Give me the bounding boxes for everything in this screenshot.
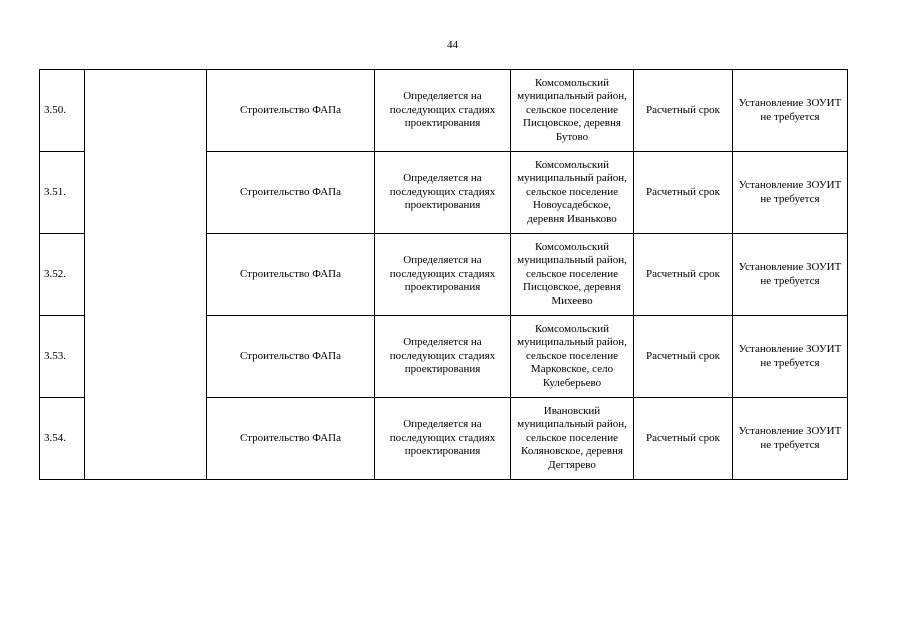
object-cell: Строительство ФАПа <box>207 316 375 398</box>
parameters-cell: Определяется на последующих стадиях проектирования <box>375 398 511 480</box>
term-cell: Расчетный срок <box>634 70 733 152</box>
merged-blank-cell <box>85 70 207 480</box>
parameters-cell: Определяется на последующих стадиях проектирования <box>375 316 511 398</box>
page-number: 44 <box>447 39 458 51</box>
row-number-cell: 3.52. <box>40 234 85 316</box>
location-cell: Комсомольский муниципальный район, сельское поселение Марковское, село Кулеберьево <box>511 316 634 398</box>
facilities-table <box>39 69 848 480</box>
object-cell: Строительство ФАПа <box>207 152 375 234</box>
object-cell: Строительство ФАПа <box>207 234 375 316</box>
parameters-cell: Определяется на последующих стадиях проектирования <box>375 152 511 234</box>
zone-cell: Установление ЗОУИТ не требуется <box>733 152 848 234</box>
term-cell: Расчетный срок <box>634 234 733 316</box>
zone-cell: Установление ЗОУИТ не требуется <box>733 70 848 152</box>
row-number-cell: 3.50. <box>40 70 85 152</box>
term-cell: Расчетный срок <box>634 316 733 398</box>
object-cell: Строительство ФАПа <box>207 398 375 480</box>
parameters-cell: Определяется на последующих стадиях проектирования <box>375 234 511 316</box>
row-number-cell: 3.54. <box>40 398 85 480</box>
row-number-cell: 3.53. <box>40 316 85 398</box>
object-cell: Строительство ФАПа <box>207 70 375 152</box>
table-row <box>40 70 848 152</box>
parameters-cell: Определяется на последующих стадиях проектирования <box>375 70 511 152</box>
term-cell: Расчетный срок <box>634 398 733 480</box>
location-cell: Комсомольский муниципальный район, сельское поселение Писцовское, деревня Михеево <box>511 234 634 316</box>
location-cell: Ивановский муниципальный район, сельское поселение Коляновское, деревня Дегтярево <box>511 398 634 480</box>
zone-cell: Установление ЗОУИТ не требуется <box>733 234 848 316</box>
location-cell: Комсомольский муниципальный район, сельское поселение Новоусадебское, деревня Иваньково <box>511 152 634 234</box>
zone-cell: Установление ЗОУИТ не требуется <box>733 316 848 398</box>
location-cell: Комсомольский муниципальный район, сельское поселение Писцовское, деревня Бутово <box>511 70 634 152</box>
row-number-cell: 3.51. <box>40 152 85 234</box>
zone-cell: Установление ЗОУИТ не требуется <box>733 398 848 480</box>
term-cell: Расчетный срок <box>634 152 733 234</box>
